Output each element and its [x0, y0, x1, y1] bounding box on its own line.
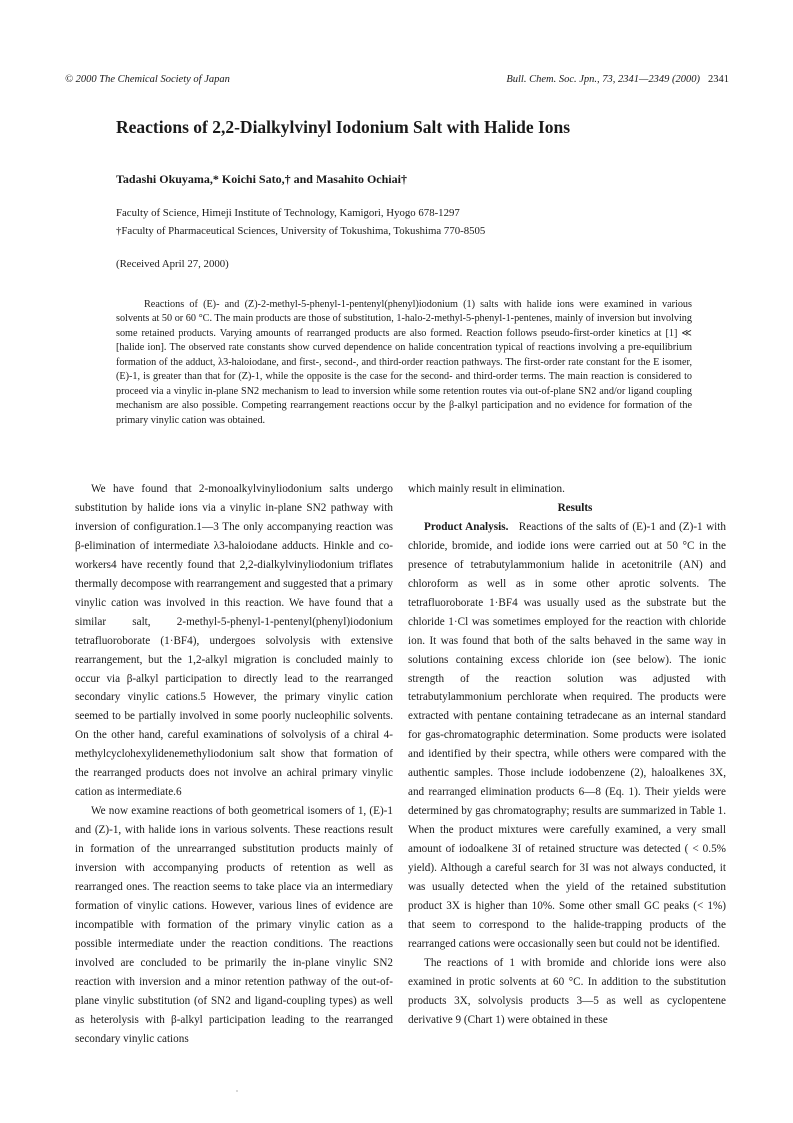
paragraph-text: Reactions of the salts of (E)-1 and (Z)-1 with chloride, bromide, and iodide ions were carried out at 50 °C in the presence of tetrabutylammonium halide in acetonitrile (AN) and chloroform as well as in some other aprotic solvents. The tetrafluoroborate 1·BF4 was usually used as the substrate but the chloride 1·Cl was sometimes employed for the reaction with chloride ion. It was found that both of the salts behaved in the same way in solutions containing excess chloride ion (see below). The ionic strength of the reaction solution was adjusted with tetrabutylammonium perchlorate when required. The products were extracted with pentane containing tetradecane as an internal standard for gas-chromatographic determination. Some products were isolated and identified by their spectra, while others were compared with the authentic samples. Those include iodobenzene (2), haloalkenes 3X, and rearranged elimination products 6—8 (Eq. 1). Their yields were determined by gas chromatography; results are summarized in Table 1. When the product mixtures were carefully examined, a very small amount of iodoalkene 3I of retained structure was detected ( < 0.5% yield). Although a careful search for 3I was not always conducted, it was usually detected when the yield of the retained substitution product 3X is higher than 10%. Some other small GC peaks (< 1%) that seem to correspond to the halide-trapping products of the rearranged cations were occasionally seen but could not be identified. — [408, 520, 726, 950]
body-paragraph: We now examine reactions of both geometrical isomers of 1, (E)-1 and (Z)-1, with halide ions in various solvents. These reactions result in formation of the unrearranged substitution products mainly of inversion with accompanying products of retention as well as rearranged ones. The reaction seems to take place via an intermediary formation of vinylic cations. However, various lines of evidence are incompatible with formation of the primary vinylic cation as a possible intermediate under the reaction conditions. The reactions involved are concluded to be primarily the in-plane vinylic SN2 reaction with inversion and a minor retention pathway of the out-of-plane vinylic substitution (of SN2 and ligand-coupling types) as well as heterolysis with β-alkyl participation leading to the rearranged secondary vinylic cations — [75, 805, 393, 1045]
right-column — [408, 480, 726, 1030]
paper-title: Reactions of 2,2-Dialkylvinyl Iodonium Salt with Halide Ions — [116, 117, 571, 137]
abstract — [116, 298, 692, 428]
left-column — [75, 480, 393, 1049]
running-header — [506, 74, 729, 85]
page-number: 2341 — [708, 74, 729, 85]
received-date: (Received April 27, 2000) — [116, 258, 229, 270]
author-list: Tadashi Okuyama,* Koichi Sato,† and Masahito Ochiai† — [116, 172, 407, 186]
section-heading: Results — [557, 501, 593, 514]
affiliation-1: Faculty of Science, Himeji Institute of Technology, Kamigori, Hyogo 678-1297 — [116, 207, 460, 219]
scan-speck — [236, 1090, 238, 1092]
journal-copyright: © 2000 The Chemical Society of Japan — [65, 74, 230, 85]
body-paragraph: The reactions of 1 with bromide and chloride ions were also examined in protic solvents at 60 °C. In addition to the substitution products 3X, solvolysis products 3—5 as well as cyclopentene derivative 9 (Chart 1) were obtained in these — [408, 956, 726, 1026]
subsection-heading: Product Analysis. — [424, 520, 509, 533]
abstract-text: Reactions of (E)- and (Z)-2-methyl-5-phenyl-1-pentenyl(phenyl)iodonium (1) salts with halide ions were examined in various solvents at 50 or 60 °C. The main products are those of substitution, 1-halo-2-methyl-5-phenyl-1-pentenes, mainly of inversion but involving some retained products. Varying amounts of rearranged products are also formed. Reaction follows pseudo-first-order kinetics at [1] ≪ [halide ion]. The observed rate constants show curved dependence on halide concentration typical of reactions involving a pre-equilibrium formation of the adduct, λ3-haloiodane, and first-, second-, and third-order reaction pathways. The first-order rate constant for the E isomer, (E)-1, is greater than that for (Z)-1, while the opposite is the case for the second- and third-order terms. The main reaction is considered to proceed via a vinylic in-plane SN2 mechanism to lead to inversion while some retention routes via out-of-plane SN2 and/or ligand coupling mechanism are also possible. Competing rearrangement reactions occur by the β-alkyl participation and no evidence for formation of the primary vinylic cation was obtained. — [116, 299, 692, 426]
affiliation-2: †Faculty of Pharmaceutical Sciences, University of Tokushima, Tokushima 770-8505 — [116, 225, 486, 237]
body-paragraph: We have found that 2-monoalkylvinyliodonium salts undergo substitution by halide ions via a vinylic in-plane SN2 pathway with inversion of configuration.1—3 The only accompanying reaction was β-elimination of intermediate λ3-haloiodane adducts. Hinkle and co-workers4 have recently found that 2,2-dialkylvinyliodonium triflates thermally decompose with rearrangement and suggested that a primary vinylic cation was involved in this reaction. We have found that a similar salt, 2-methyl-5-phenyl-1-pentenyl(phenyl)iodonium tetrafluoroborate (1·BF4), undergoes solvolysis with extensive rearrangement, but the 1,2-alkyl migration is concluded mainly to occur via β-alkyl participation to directly lead to the rearranged secondary vinylic cations.5 However, the primary vinylic cation seemed to be partially involved in some poorly nucleophilic solvents. On the other hand, careful examinations of solvolysis of a chiral 4-methylcyclohexylidenemethyliodonium salt show that formation of the rearranged products does not involve an achiral primary vinylic cation as intermediate.6 — [75, 483, 393, 799]
citation: Bull. Chem. Soc. Jpn., 73, 2341—2349 (2000) — [506, 74, 700, 85]
body-paragraph — [408, 518, 726, 954]
continuation-text: which mainly result in elimination. — [408, 483, 565, 495]
